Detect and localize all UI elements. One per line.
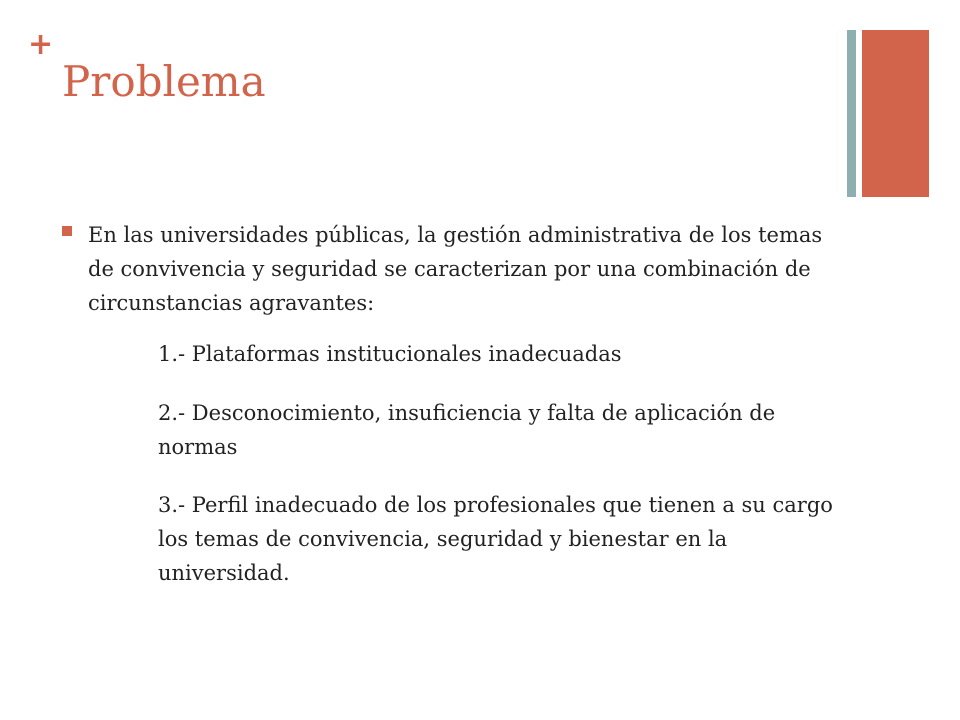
- list-item: 2.- Desconocimiento, insuficiencia y falta de aplicación de normas: [158, 401, 776, 459]
- accent-bar-block: [862, 30, 929, 197]
- list-item: 3.- Perfil inadecuado de los profesionales que tienen a su cargo los temas de convivencia, seguridad y bienestar en la universidad.: [158, 493, 833, 585]
- list-item: 1.- Plataformas institucionales inadecuadas: [158, 342, 622, 366]
- slide-title: Problema: [62, 57, 266, 106]
- bullet-item: [62, 218, 842, 320]
- square-bullet-icon: [62, 226, 72, 236]
- accent-bar-thin: [847, 30, 856, 197]
- bullet-text: En las universidades públicas, la gestión administrativa de los temas de convivencia y seguridad se caracterizan por una combinación de circunstancias agravantes:: [88, 223, 823, 315]
- plus-icon: +: [28, 27, 54, 62]
